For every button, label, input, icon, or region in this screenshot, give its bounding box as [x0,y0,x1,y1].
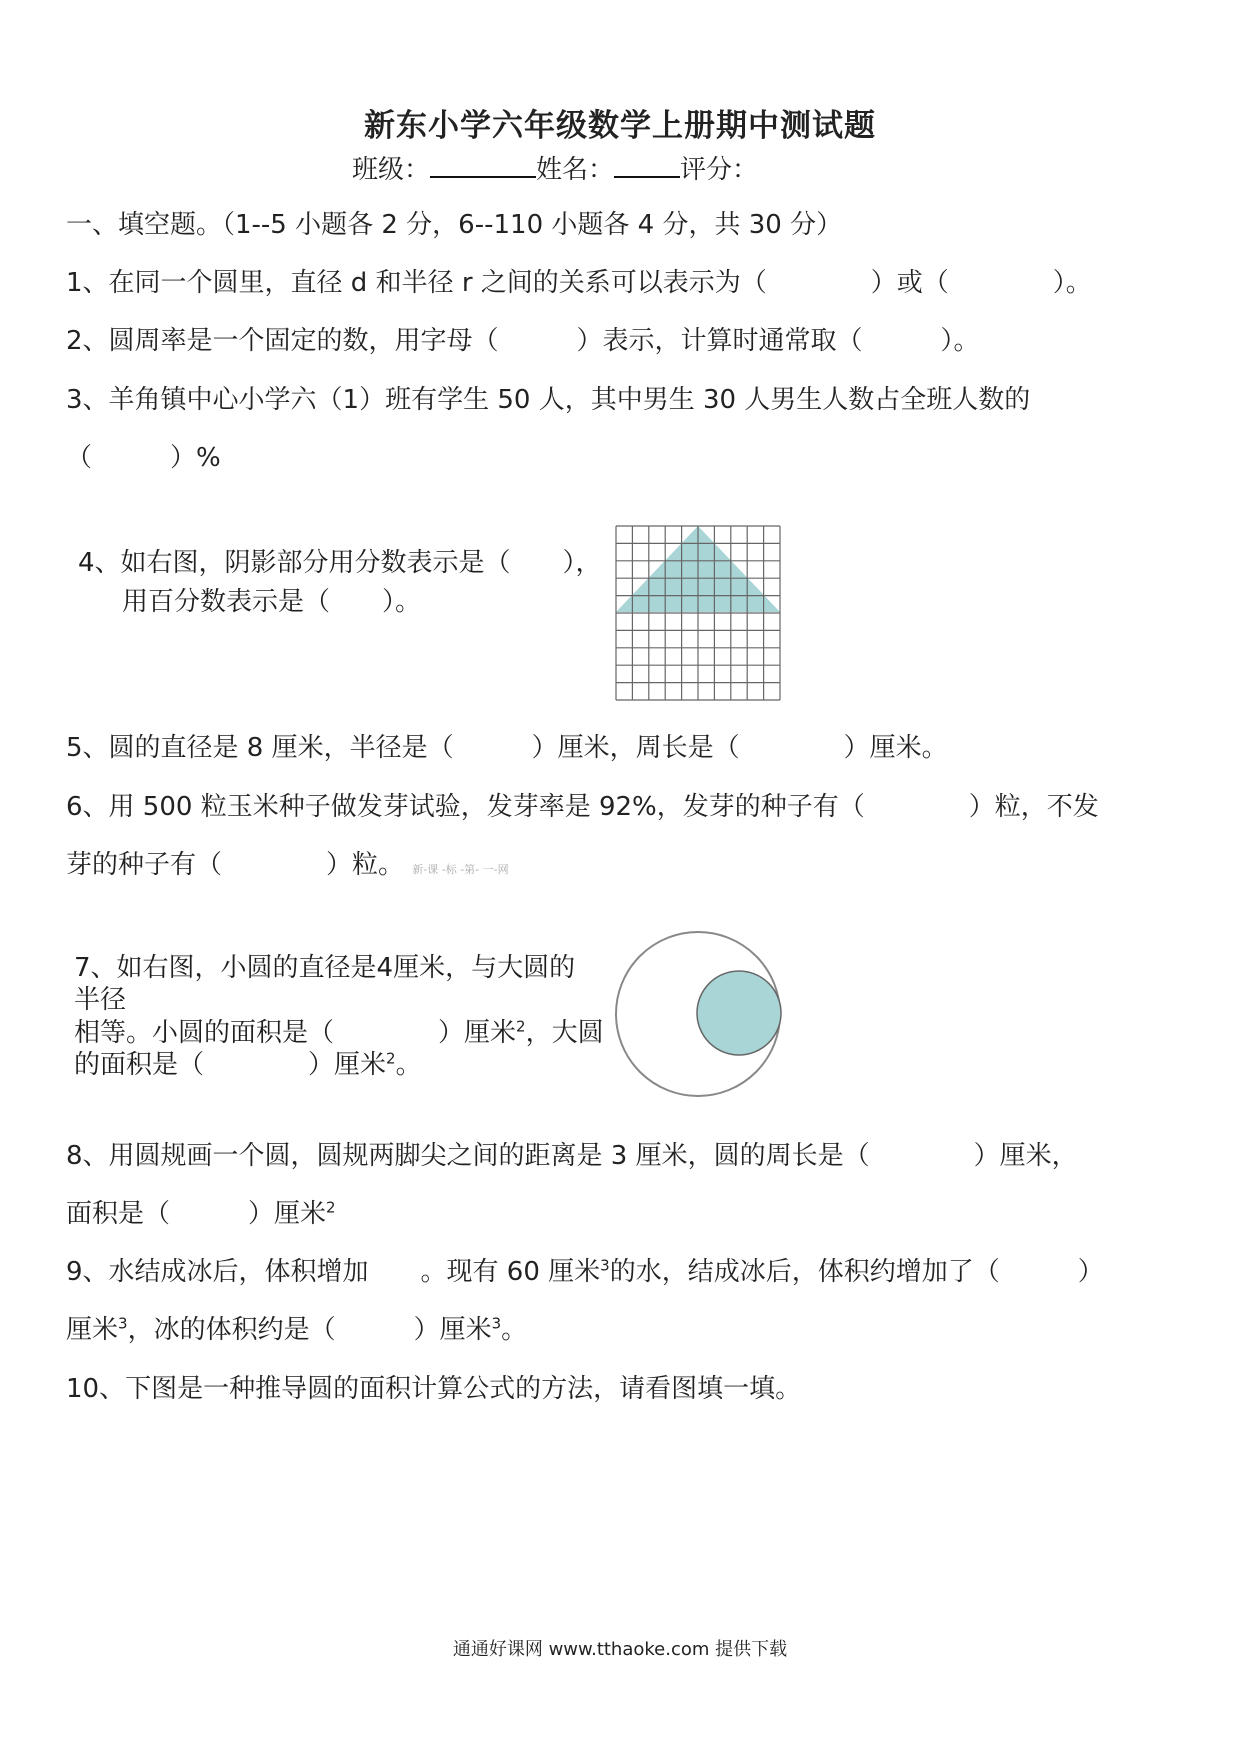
question-8-line1: 8、用圆规画一个圆，圆规两脚尖之间的距离是 3 厘米，圆的周长是（ ）厘米， [66,1141,1078,1171]
grid-figure [614,524,784,704]
q9-line2-tail: 。 [501,1315,528,1345]
class-blank[interactable] [430,150,536,178]
q8-line2-text: 面积是（ ）厘米 [66,1199,327,1229]
q9-line2-text: 厘米 [66,1315,119,1345]
question-7-line3 [74,1015,604,1051]
question-2: 2、圆周率是一个固定的数，用字母（ ）表示，计算时通常取（ ）。 [66,326,980,356]
superscript-2: 2 [516,1017,526,1036]
circles-figure [612,924,788,1104]
name-blank[interactable] [614,150,680,178]
question-5: 5、圆的直径是 8 厘米，半径是（ ）厘米，周长是（ ）厘米。 [66,733,948,763]
superscript-3: 3 [118,1314,128,1333]
footer-credit: 通通好课网 www.tthaoke.com 提供下载 [452,1639,788,1660]
question-8-line2 [66,1197,336,1231]
grid-lines [616,526,780,700]
superscript-3: 3 [600,1256,610,1275]
question-4-line2: 用百分数表示是（ ）。 [122,587,422,617]
page-title: 新东小学六年级数学上册期中测试题 [364,108,876,144]
watermark-note: 新-课 -标 -第- 一-网 [412,863,509,876]
q9-line2-mid: ，冰的体积约是（ ）厘米 [127,1315,492,1345]
small-circle [697,971,781,1055]
question-7-line1: 7、如右图，小圆的直径是4厘米，与大圆的 [74,953,576,983]
q7-line4-tail: 。 [395,1050,422,1080]
score-label: 评分： [680,155,759,185]
section-heading: 一、填空题。（1--5 小题各 2 分，6--110 小题各 4 分，共 30 分） [66,210,843,240]
question-7-line4 [74,1047,422,1083]
q7-line4-text: 的面积是（ ）厘米 [74,1050,387,1080]
question-7-line2: 半径 [74,985,127,1015]
question-10: 10、下图是一种推导圆的面积计算公式的方法，请看图填一填。 [66,1374,802,1404]
q9-line1-text: 9、水结成冰后，体积增加 。现有 60 厘米 [66,1257,601,1287]
q7-line3-tail: ，大圆 [525,1018,604,1048]
q7-line3-text: 相等。小圆的面积是（ ）厘米 [74,1018,517,1048]
superscript-2: 2 [326,1198,336,1217]
question-6-text: 芽的种子有（ ）粒。 [66,850,405,880]
question-3-line1: 3、羊角镇中心小学六（1）班有学生 50 人，其中男生 30 人男生人数占全班人数的 [66,385,1031,415]
student-info-row [352,150,758,187]
name-label: 姓名： [536,155,615,185]
question-6-line2 [66,848,509,887]
q9-line1-tail: 的水，结成冰后，体积约增加了（ ） [609,1257,1104,1287]
question-9-line2 [66,1313,527,1347]
question-1: 1、在同一个圆里，直径 d 和半径 r 之间的关系可以表示为（ ）或（ ）。 [66,268,1092,298]
question-3-line2: （ ）% [66,443,221,473]
question-4-line1: 4、如右图，阴影部分用分数表示是（ ）， [78,548,602,578]
question-9-line1 [66,1255,1104,1289]
question-6-line1: 6、用 500 粒玉米种子做发芽试验，发芽率是 92%，发芽的种子有（ ）粒，不发 [66,792,1099,822]
superscript-2: 2 [386,1049,396,1068]
superscript-3: 3 [491,1314,502,1333]
class-label: 班级： [352,155,431,185]
